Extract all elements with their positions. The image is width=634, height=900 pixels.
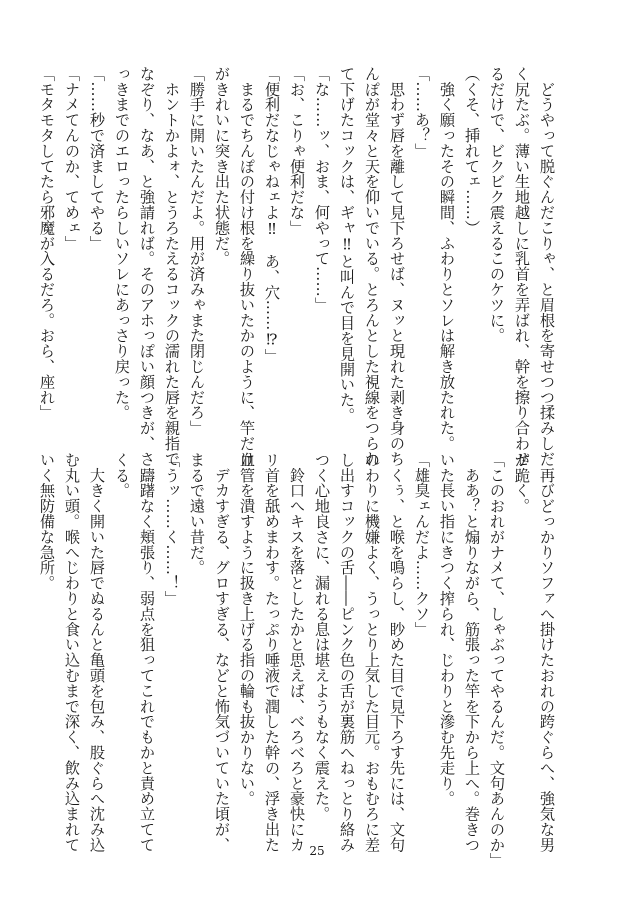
text-line: て下げたコックは、ギャ‼と叫んで目を見開いた。	[338, 66, 356, 423]
text-line: 大きく開いた唇でぬるんと亀頭を包み、股ぐらへ沈み込	[88, 452, 106, 853]
text-line: のわりに機嫌よく、うっとり上気した目元。おもむろに差	[363, 452, 381, 853]
text-line: （くそ、挿れてェ……）	[463, 66, 481, 236]
text-line: 「勝手に開いたんだよ。用が済みゃまた閉じんだろ」	[188, 66, 206, 436]
text-line: まるで遠い昔だ。	[188, 452, 206, 576]
text-line: なぞり、なあ、と強請れば。そのアホっぽい顔つきが、さ	[138, 66, 156, 467]
upper-text-block	[34, 66, 559, 467]
text-line: どうやって脱ぐんだこりゃ、と眉根を寄せつつ揉みしだ	[538, 66, 556, 467]
text-line: つく心地良さに、漏れる息は堪えようもなく震えた。	[313, 452, 331, 822]
text-line: 「うッ……く……！」	[163, 452, 181, 606]
page-number: 25	[309, 844, 325, 858]
text-line: 再びどっかりソファへ掛けたおれの跨ぐらへ、強気な男	[538, 452, 556, 853]
text-line: 「雄臭ェんだよ……クソ」	[413, 452, 431, 637]
text-line: 「……あ？」	[413, 66, 431, 159]
text-line: 「ナメてんのか、てめェ」	[63, 66, 81, 251]
text-line: 強く願ったその瞬間、ふわりとソレは解き放たれた。	[438, 66, 456, 451]
text-line: いく無防備な急所。	[38, 452, 56, 591]
text-line: 躊躇なく頬張り、弱点を狙ってこれでもかと責め立てて	[138, 452, 156, 853]
text-line: 血管を潰すように扱き上げる指の輪も抜かりない。	[238, 452, 256, 807]
text-line: リ首を舐めまわす。たっぷり唾液で潤した幹の、浮き出た	[263, 452, 281, 853]
text-line: くぅ、と喉を鳴らし、眇めた目で見下ろす先には、文句	[388, 452, 406, 853]
text-line: く尻たぶ。薄い生地越しに乳首を弄ばれ、幹を擦り合わせ	[513, 66, 531, 467]
text-line: 「お、こりゃ便利だな」	[288, 66, 306, 236]
text-line: 「このおれがナメて、しゃぶってやるんだ。文句あんのか」	[488, 452, 506, 868]
text-line: いた長い指にきつく搾られ、じわりと滲む先走り。	[438, 452, 456, 807]
text-line: 「……秒で済ましてやる」	[88, 66, 106, 251]
text-line: んぽが堂々と天を仰いでいる。とろんとした視線をつられ	[363, 66, 381, 467]
text-line: まるでちんぽの付け根を繰り抜いたかのように、竿だけ	[238, 66, 256, 467]
text-line: し出すコックの舌――ピンク色の舌が裏筋へねっとり絡み	[338, 452, 356, 853]
text-line: デカすぎる、グロすぎる、などと怖気づいていた頃が、	[213, 452, 231, 853]
text-line: るだけで、ビクビク震えるこのケツに。	[488, 66, 506, 344]
text-line: が跪く。	[513, 452, 531, 514]
text-line: ああ？と煽りながら、筋張った竿を下から上へ。巻きつ	[463, 452, 481, 853]
text-line: ホントかよォ、とうろたえるコックの濡れた唇を親指で	[163, 66, 181, 467]
text-line: 鈴口へキスを落としたかと思えば、べろべろと豪快にカ	[288, 452, 306, 853]
text-line: む丸い頭。喉へじわりと食い込むまで深く、飲み込まれて	[63, 452, 81, 853]
text-line: がきれいに突き出た状態だ。	[213, 66, 231, 267]
text-line: 思わず唇を離して見下ろせば、ヌッと現れた剥き身のち	[388, 66, 406, 467]
text-line: 「便利だなじゃねェよ‼ あ、穴……⁉」	[263, 66, 281, 365]
text-line: 「な……ッ、おま、何やって……」	[313, 66, 331, 313]
text-line: くる。	[113, 452, 131, 499]
text-line: っきまでのエロったらしいソレにあっさり戻った。	[113, 66, 131, 421]
text-line: 「モタモタしてたら邪魔が入るだろ。おら、座れ」	[38, 66, 56, 421]
